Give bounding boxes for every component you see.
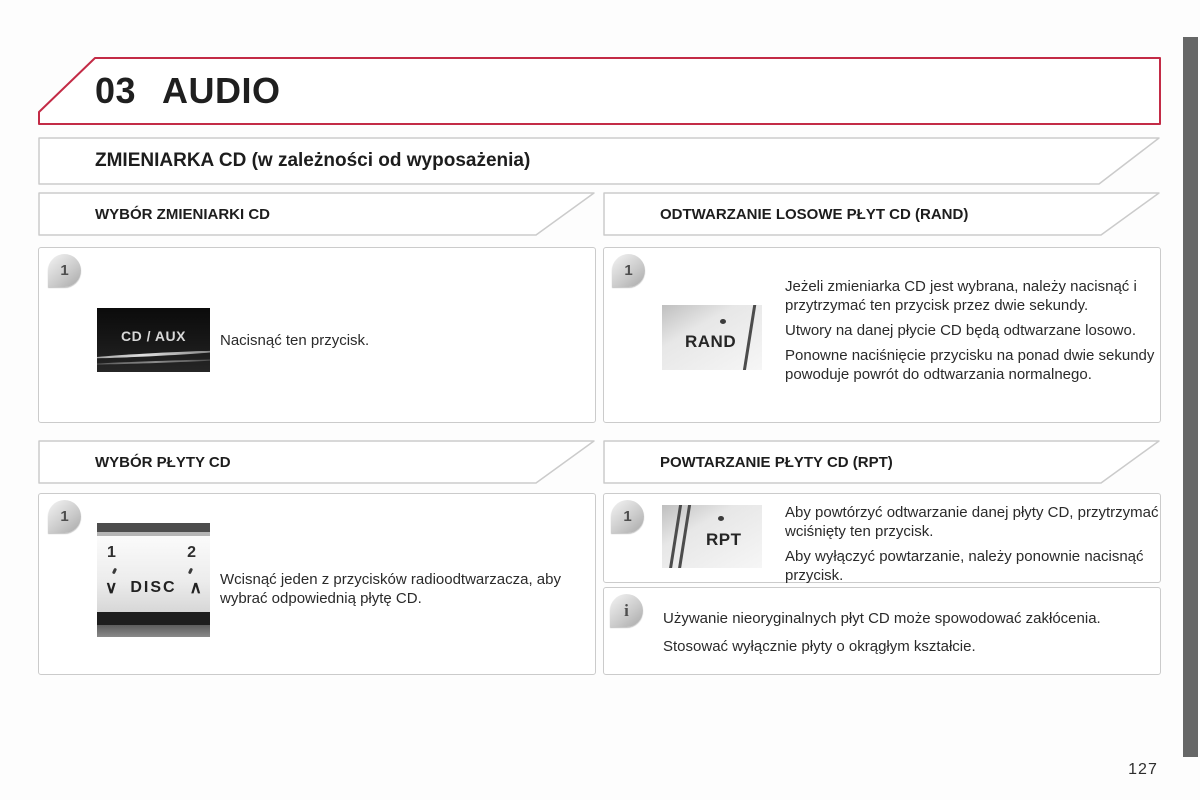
- chapter-number: 03: [95, 70, 137, 111]
- disc-button-image: [97, 523, 210, 637]
- tick-mark: [112, 568, 117, 575]
- panel-strip: [97, 625, 210, 637]
- paragraph: Aby powtórzyć odtwarzanie danej płyty CD, przytrzymać wciśnięty ten przycisk.: [785, 504, 1159, 540]
- paragraph: Używanie nieoryginalnych płyt CD może spowodować zakłócenia.: [663, 610, 1101, 627]
- step-badge: 1: [611, 500, 644, 533]
- disc-key-row: [97, 578, 210, 598]
- paragraph: Ponowne naciśnięcie przycisku na ponad dwie sekundy powoduje powrót do odtwarzania normalnego.: [785, 347, 1155, 383]
- panel-strip: [97, 523, 210, 532]
- step-badge: 1: [48, 254, 81, 287]
- info-note-text: [663, 609, 1143, 662]
- section-title: ZMIENIARKA CD (w zależności od wyposażenia): [95, 150, 531, 171]
- panel-trim-line: [742, 305, 757, 370]
- rpt-button-label: RPT: [706, 530, 742, 549]
- cd-aux-button-label: CD / AUX: [121, 328, 186, 344]
- reflection-streak: [97, 350, 210, 360]
- subheader-repeat-play: POWTARZANIE PŁYTY CD (RPT): [660, 453, 893, 471]
- rpt-button-image: [662, 505, 762, 568]
- page-number: 127: [1128, 761, 1158, 778]
- disc-label: DISC: [130, 579, 177, 596]
- paragraph: Aby wyłączyć powtarzanie, należy ponownie nacisnąć przycisk.: [785, 548, 1144, 584]
- preset-1-label: 1: [107, 544, 116, 561]
- tick-mark: [188, 568, 193, 575]
- chapter-edge-bar: [1183, 37, 1198, 757]
- random-play-text: [785, 277, 1163, 390]
- step-badge: 1: [48, 500, 81, 533]
- paragraph: Utwory na danej płycie CD będą odtwarzane losowo.: [785, 322, 1137, 339]
- cd-aux-button-image: [97, 308, 210, 372]
- disc-down-icon: ∨: [105, 578, 118, 597]
- preset-2-label: 2: [187, 544, 196, 561]
- paragraph: Stosować wyłącznie płyty o okrągłym kształcie.: [663, 638, 976, 655]
- repeat-play-text: [785, 503, 1163, 591]
- subheader-random-play: ODTWARZANIE LOSOWE PŁYT CD (RAND): [660, 205, 969, 223]
- panel-strip: [97, 612, 210, 625]
- step-badge: 1: [612, 254, 645, 287]
- subheader-disc-select: WYBÓR PŁYTY CD: [95, 453, 231, 471]
- disc-up-icon: ∧: [189, 578, 202, 597]
- disc-key-panel: [97, 536, 210, 612]
- disc-select-caption: Wcisnąć jeden z przycisków radioodtwarzacza, aby wybrać odpowiednią płytę CD.: [220, 571, 561, 607]
- chapter-title: AUDIO: [162, 70, 281, 111]
- page-title: [95, 57, 281, 125]
- reflection-streak: [97, 359, 210, 366]
- subheader-cd-changer-select: WYBÓR ZMIENIARKI CD: [95, 205, 270, 223]
- info-icon: i: [610, 594, 643, 627]
- rand-button-label: RAND: [685, 332, 737, 351]
- paragraph: Jeżeli zmieniarka CD jest wybrana, należy nacisnąć i przytrzymać ten przycisk przez dwie sekundy.: [785, 278, 1137, 314]
- cd-changer-caption: Nacisnąć ten przycisk.: [220, 332, 370, 349]
- rand-button-image: [662, 305, 762, 370]
- button-led-dot: [720, 319, 726, 324]
- button-led-dot: [718, 516, 724, 521]
